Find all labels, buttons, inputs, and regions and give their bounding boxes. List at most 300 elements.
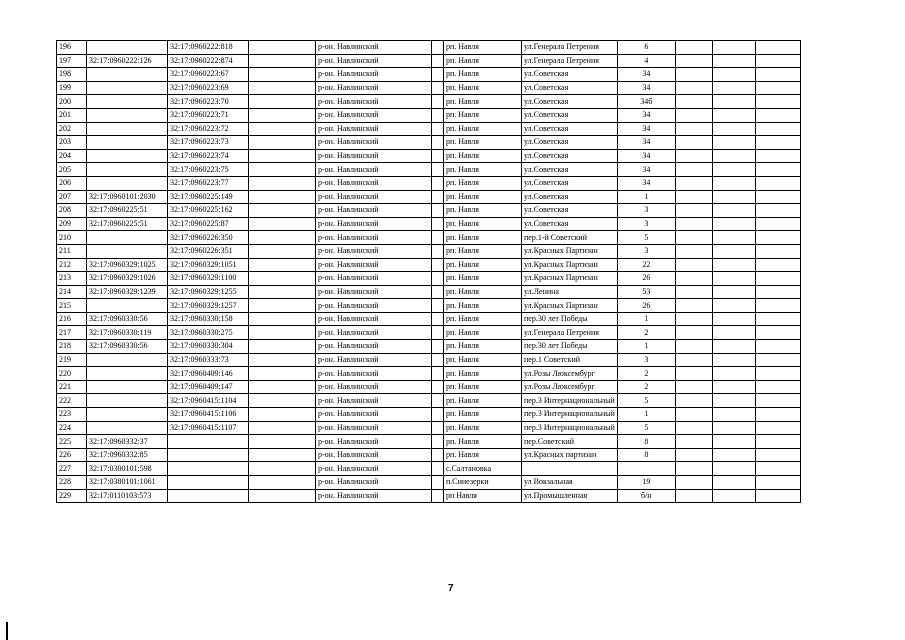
- table-cell: [249, 54, 316, 68]
- table-cell: 32:17:0960223:71: [168, 108, 249, 122]
- table-cell: [755, 122, 800, 136]
- table-cell: [87, 122, 168, 136]
- table-cell: [712, 285, 755, 299]
- table-cell: [87, 41, 168, 55]
- table-cell: [522, 462, 618, 476]
- table-cell: 32:17:0960223:72: [168, 122, 249, 136]
- table-cell: пер.1 Советский: [522, 353, 618, 367]
- table-cell: [675, 299, 712, 313]
- table-cell: [249, 312, 316, 326]
- table-cell: [675, 380, 712, 394]
- table-cell: 32:17:0960226:351: [168, 244, 249, 258]
- table-cell: 32:17:0960409:147: [168, 380, 249, 394]
- table-cell: [712, 258, 755, 272]
- table-cell: [712, 448, 755, 462]
- table-cell: [432, 68, 444, 82]
- table-cell: [755, 176, 800, 190]
- table-cell: 209: [57, 217, 87, 231]
- table-cell: [675, 81, 712, 95]
- table-cell: ул.Промышленная: [522, 489, 618, 503]
- table-cell: [675, 489, 712, 503]
- table-cell: [432, 380, 444, 394]
- table-cell: [87, 136, 168, 150]
- table-cell: [755, 149, 800, 163]
- table-cell: 32:17:0960329:1239: [87, 285, 168, 299]
- table-cell: ул.Советская: [522, 190, 618, 204]
- table-cell: 32:17:0960329:1026: [87, 272, 168, 286]
- table-cell: [432, 81, 444, 95]
- table-cell: [755, 81, 800, 95]
- table-cell: [249, 435, 316, 449]
- table-cell: [675, 462, 712, 476]
- table-cell: [712, 204, 755, 218]
- table-cell: [432, 312, 444, 326]
- table-cell: [432, 353, 444, 367]
- table-cell: 34: [617, 68, 675, 82]
- table-cell: р-он. Навлинский: [316, 272, 432, 286]
- table-cell: рп. Навля: [444, 312, 522, 326]
- table-cell: [755, 435, 800, 449]
- table-cell: 32:17:0960101:2030: [87, 190, 168, 204]
- table-cell: рп. Навля: [444, 285, 522, 299]
- table-cell: 32:17:0960332:85: [87, 448, 168, 462]
- table-cell: р-он. Навлинский: [316, 190, 432, 204]
- table-row: [57, 258, 801, 272]
- table-row: [57, 149, 801, 163]
- table-row: [57, 54, 801, 68]
- table-cell: р-он. Навлинский: [316, 163, 432, 177]
- table-cell: [755, 462, 800, 476]
- table-cell: [675, 231, 712, 245]
- table-cell: [249, 421, 316, 435]
- table-cell: [249, 149, 316, 163]
- table-cell: 32:17:0960222:818: [168, 41, 249, 55]
- table-cell: 19: [617, 476, 675, 490]
- table-cell: пер.30 лет Победы: [522, 312, 618, 326]
- table-cell: [432, 299, 444, 313]
- table-cell: [712, 476, 755, 490]
- table-cell: [755, 136, 800, 150]
- table-cell: [432, 217, 444, 231]
- table-cell: [87, 394, 168, 408]
- table-cell: 34: [617, 163, 675, 177]
- margin-mark: [6, 622, 8, 640]
- table-cell: 32:17:0960226:350: [168, 231, 249, 245]
- table-cell: 32:17:0960332:37: [87, 435, 168, 449]
- table-cell: рп. Навля: [444, 244, 522, 258]
- table-cell: 197: [57, 54, 87, 68]
- table-cell: 229: [57, 489, 87, 503]
- table-cell: [755, 285, 800, 299]
- table-cell: 201: [57, 108, 87, 122]
- table-cell: [712, 231, 755, 245]
- table-row: [57, 462, 801, 476]
- table-cell: [675, 435, 712, 449]
- table-cell: ул.Розы Люксембург: [522, 367, 618, 381]
- table-cell: ул.Красных Партизан: [522, 244, 618, 258]
- table-row: [57, 408, 801, 422]
- table-cell: [249, 41, 316, 55]
- table-cell: [87, 176, 168, 190]
- table-cell: 32:17:0960330:275: [168, 326, 249, 340]
- table-cell: 208: [57, 204, 87, 218]
- table-cell: рп. Навля: [444, 95, 522, 109]
- table-cell: р-он. Навлинский: [316, 122, 432, 136]
- table-cell: ул.Советская: [522, 108, 618, 122]
- table-cell: пер.3 Интернациональный: [522, 421, 618, 435]
- table-row: [57, 95, 801, 109]
- table-cell: 3: [617, 244, 675, 258]
- table-row: [57, 81, 801, 95]
- table-cell: [432, 448, 444, 462]
- table-cell: 213: [57, 272, 87, 286]
- table-cell: [712, 122, 755, 136]
- table-cell: [432, 435, 444, 449]
- table-cell: [755, 217, 800, 231]
- table-cell: [755, 299, 800, 313]
- page-number: 7: [448, 583, 454, 594]
- table-cell: [712, 462, 755, 476]
- table-cell: [675, 108, 712, 122]
- table-cell: 32:17:0960330:56: [87, 340, 168, 354]
- table-cell: [675, 136, 712, 150]
- table-cell: [755, 340, 800, 354]
- table-cell: [675, 272, 712, 286]
- table-row: [57, 231, 801, 245]
- table-cell: 32:17:0960223:67: [168, 68, 249, 82]
- table-cell: [249, 176, 316, 190]
- table-row: [57, 448, 801, 462]
- data-table: [56, 40, 801, 503]
- table-cell: 8: [617, 448, 675, 462]
- table-row: [57, 489, 801, 503]
- table-cell: 8: [617, 435, 675, 449]
- table-cell: 199: [57, 81, 87, 95]
- table-cell: [755, 353, 800, 367]
- table-row: [57, 421, 801, 435]
- table-cell: 222: [57, 394, 87, 408]
- table-cell: 1: [617, 190, 675, 204]
- table-cell: [432, 244, 444, 258]
- table-cell: 32:17:0960223:77: [168, 176, 249, 190]
- table-cell: [755, 272, 800, 286]
- table-cell: пер.Советский: [522, 435, 618, 449]
- table-cell: 32:17:0960415:1104: [168, 394, 249, 408]
- table-cell: р-он. Навлинский: [316, 136, 432, 150]
- table-cell: [432, 421, 444, 435]
- table-cell: 216: [57, 312, 87, 326]
- table-cell: р-он. Навлинский: [316, 41, 432, 55]
- table-cell: р-он. Навлинский: [316, 217, 432, 231]
- table-cell: 32:17:0960333:73: [168, 353, 249, 367]
- table-cell: [87, 95, 168, 109]
- table-cell: [755, 41, 800, 55]
- table-cell: [249, 448, 316, 462]
- table-cell: [432, 258, 444, 272]
- table-cell: [675, 204, 712, 218]
- table-cell: пер.30 лет Победы: [522, 340, 618, 354]
- table-cell: [249, 190, 316, 204]
- table-cell: 224: [57, 421, 87, 435]
- table-cell: 32:17:0960329:1255: [168, 285, 249, 299]
- table-cell: рп. Навля: [444, 122, 522, 136]
- table-cell: [712, 340, 755, 354]
- table-cell: ул.Генерала Петрения: [522, 326, 618, 340]
- table-cell: 53: [617, 285, 675, 299]
- table-cell: р-он. Навлинский: [316, 340, 432, 354]
- table-cell: [675, 190, 712, 204]
- table-cell: пер.3 Интернациональный: [522, 394, 618, 408]
- table-cell: ул.Генерала Петрения: [522, 54, 618, 68]
- table-row: [57, 68, 801, 82]
- table-row: [57, 136, 801, 150]
- table-cell: [432, 367, 444, 381]
- table-cell: ул.Советская: [522, 176, 618, 190]
- table-cell: ул.Красных Партизан: [522, 299, 618, 313]
- table-cell: [675, 244, 712, 258]
- table-row: [57, 326, 801, 340]
- table-cell: р-он. Навлинский: [316, 285, 432, 299]
- table-cell: [675, 448, 712, 462]
- table-cell: [712, 149, 755, 163]
- table-cell: [755, 476, 800, 490]
- table-cell: рп. Навля: [444, 326, 522, 340]
- table-cell: р-он. Навлинский: [316, 95, 432, 109]
- table-cell: 34: [617, 176, 675, 190]
- table-cell: [168, 462, 249, 476]
- table-cell: 5: [617, 421, 675, 435]
- table-cell: [617, 462, 675, 476]
- table-cell: ул.Советская: [522, 149, 618, 163]
- table-cell: ул.Генерала Петрения: [522, 41, 618, 55]
- table-cell: рп. Навля: [444, 149, 522, 163]
- table-cell: р-он. Навлинский: [316, 68, 432, 82]
- table-cell: 225: [57, 435, 87, 449]
- table-cell: 32:17:0960223:73: [168, 136, 249, 150]
- table-row: [57, 176, 801, 190]
- table-cell: [249, 394, 316, 408]
- table-cell: [249, 204, 316, 218]
- table-cell: [675, 122, 712, 136]
- table-cell: ул.Советская: [522, 68, 618, 82]
- table-cell: рп. Навля: [444, 353, 522, 367]
- table-cell: [712, 299, 755, 313]
- table-cell: [712, 421, 755, 435]
- table-cell: р-он. Навлинский: [316, 204, 432, 218]
- table-cell: р-он. Навлинский: [316, 81, 432, 95]
- table-cell: [249, 136, 316, 150]
- table-cell: [712, 217, 755, 231]
- table-cell: рп Навля: [444, 489, 522, 503]
- table-cell: [249, 108, 316, 122]
- table-row: [57, 122, 801, 136]
- table-cell: [432, 122, 444, 136]
- table-cell: 2: [617, 380, 675, 394]
- table-cell: [712, 190, 755, 204]
- table-cell: 32:17:0960223:70: [168, 95, 249, 109]
- table-cell: [249, 380, 316, 394]
- table-cell: [249, 326, 316, 340]
- table-cell: [432, 204, 444, 218]
- table-cell: р-он. Навлинский: [316, 258, 432, 272]
- table-cell: [755, 489, 800, 503]
- table-cell: [675, 326, 712, 340]
- table-cell: [712, 244, 755, 258]
- table-cell: [675, 340, 712, 354]
- table-cell: 34: [617, 108, 675, 122]
- table-cell: [675, 353, 712, 367]
- table-cell: р-он. Навлинский: [316, 408, 432, 422]
- table-cell: ул.Красных Партизан: [522, 272, 618, 286]
- table-row: [57, 272, 801, 286]
- table-cell: 198: [57, 68, 87, 82]
- table-cell: 32:17:0960223:69: [168, 81, 249, 95]
- table-row: [57, 476, 801, 490]
- table-cell: р-он. Навлинский: [316, 476, 432, 490]
- table-cell: 206: [57, 176, 87, 190]
- table-cell: ул.Красных Партизан: [522, 258, 618, 272]
- table-cell: 34: [617, 136, 675, 150]
- table-cell: [432, 108, 444, 122]
- table-cell: р-он. Навлинский: [316, 244, 432, 258]
- table-cell: [249, 462, 316, 476]
- table-cell: [675, 54, 712, 68]
- table-row: [57, 312, 801, 326]
- table-cell: 5: [617, 394, 675, 408]
- table-cell: 2: [617, 326, 675, 340]
- table-cell: 32:17:0960223:75: [168, 163, 249, 177]
- table-cell: [249, 68, 316, 82]
- table-cell: 34: [617, 81, 675, 95]
- table-cell: [755, 54, 800, 68]
- table-cell: 32:17:0960330:158: [168, 312, 249, 326]
- table-cell: [432, 408, 444, 422]
- table-cell: [675, 258, 712, 272]
- table-cell: 200: [57, 95, 87, 109]
- table-cell: р-он. Навлинский: [316, 108, 432, 122]
- table-cell: 1: [617, 408, 675, 422]
- table-cell: [755, 68, 800, 82]
- table-cell: 32:17:0960225:51: [87, 204, 168, 218]
- table-cell: 1: [617, 312, 675, 326]
- table-cell: [712, 176, 755, 190]
- table-cell: [755, 408, 800, 422]
- table-cell: ул.Советская: [522, 217, 618, 231]
- table-cell: 32:17:0960222:874: [168, 54, 249, 68]
- table-cell: рп. Навля: [444, 190, 522, 204]
- table-cell: ул.Советская: [522, 95, 618, 109]
- table-cell: 214: [57, 285, 87, 299]
- table-cell: [249, 231, 316, 245]
- table-cell: пер.1-й Советский: [522, 231, 618, 245]
- table-cell: [249, 353, 316, 367]
- table-cell: р-он. Навлинский: [316, 435, 432, 449]
- table-row: [57, 394, 801, 408]
- table-cell: 5: [617, 231, 675, 245]
- table-cell: 212: [57, 258, 87, 272]
- table-cell: [168, 448, 249, 462]
- table-cell: [87, 108, 168, 122]
- table-cell: [87, 299, 168, 313]
- table-cell: [712, 54, 755, 68]
- table-cell: [432, 394, 444, 408]
- table-cell: ул.Советская: [522, 81, 618, 95]
- table-cell: 32:17:0960415:1107: [168, 421, 249, 435]
- table-cell: 34б: [617, 95, 675, 109]
- table-cell: [712, 380, 755, 394]
- table-cell: [755, 380, 800, 394]
- table-cell: с.Салтановка: [444, 462, 522, 476]
- table-cell: [712, 312, 755, 326]
- table-cell: [249, 285, 316, 299]
- table-cell: [675, 367, 712, 381]
- table-cell: [755, 163, 800, 177]
- table-cell: рп. Навля: [444, 41, 522, 55]
- table-cell: [432, 190, 444, 204]
- table-cell: 32:17:0960330:119: [87, 326, 168, 340]
- table-row: [57, 353, 801, 367]
- table-cell: 32:17:0960222:126: [87, 54, 168, 68]
- table-cell: [675, 421, 712, 435]
- table-row: [57, 367, 801, 381]
- table-cell: 22: [617, 258, 675, 272]
- table-cell: [87, 231, 168, 245]
- table-cell: [432, 231, 444, 245]
- table-cell: 32:17:0960415:1106: [168, 408, 249, 422]
- table-cell: ул.Ленина: [522, 285, 618, 299]
- table-cell: рп. Навля: [444, 435, 522, 449]
- table-row: [57, 190, 801, 204]
- table-cell: рп. Навля: [444, 408, 522, 422]
- table-cell: р-он. Навлинский: [316, 394, 432, 408]
- table-cell: 32:17:0960329:1257: [168, 299, 249, 313]
- table-cell: [712, 81, 755, 95]
- table-cell: р-он. Навлинский: [316, 380, 432, 394]
- table-cell: 26: [617, 272, 675, 286]
- table-cell: [755, 258, 800, 272]
- table-cell: р-он. Навлинский: [316, 489, 432, 503]
- table-cell: 211: [57, 244, 87, 258]
- table-cell: [432, 176, 444, 190]
- table-cell: 32:17:0960225:87: [168, 217, 249, 231]
- table-cell: [675, 408, 712, 422]
- table-cell: [432, 136, 444, 150]
- table-cell: [712, 408, 755, 422]
- table-cell: [675, 476, 712, 490]
- table-cell: [432, 326, 444, 340]
- table-cell: 32:17:0960329:1025: [87, 258, 168, 272]
- table-cell: р-он. Навлинский: [316, 462, 432, 476]
- table-row: [57, 217, 801, 231]
- table-cell: [675, 68, 712, 82]
- table-cell: рп. Навля: [444, 176, 522, 190]
- table-row: [57, 204, 801, 218]
- table-cell: п.Синезерки: [444, 476, 522, 490]
- table-cell: 215: [57, 299, 87, 313]
- table-row: [57, 380, 801, 394]
- table-cell: рп. Навля: [444, 108, 522, 122]
- table-row: [57, 244, 801, 258]
- table-cell: [87, 421, 168, 435]
- table-cell: [755, 108, 800, 122]
- table-cell: [712, 272, 755, 286]
- table-cell: [712, 367, 755, 381]
- table-cell: р-он. Навлинский: [316, 299, 432, 313]
- table-cell: р-он. Навлинский: [316, 312, 432, 326]
- table-cell: [712, 136, 755, 150]
- table-cell: ул.Советская: [522, 163, 618, 177]
- table-cell: [249, 489, 316, 503]
